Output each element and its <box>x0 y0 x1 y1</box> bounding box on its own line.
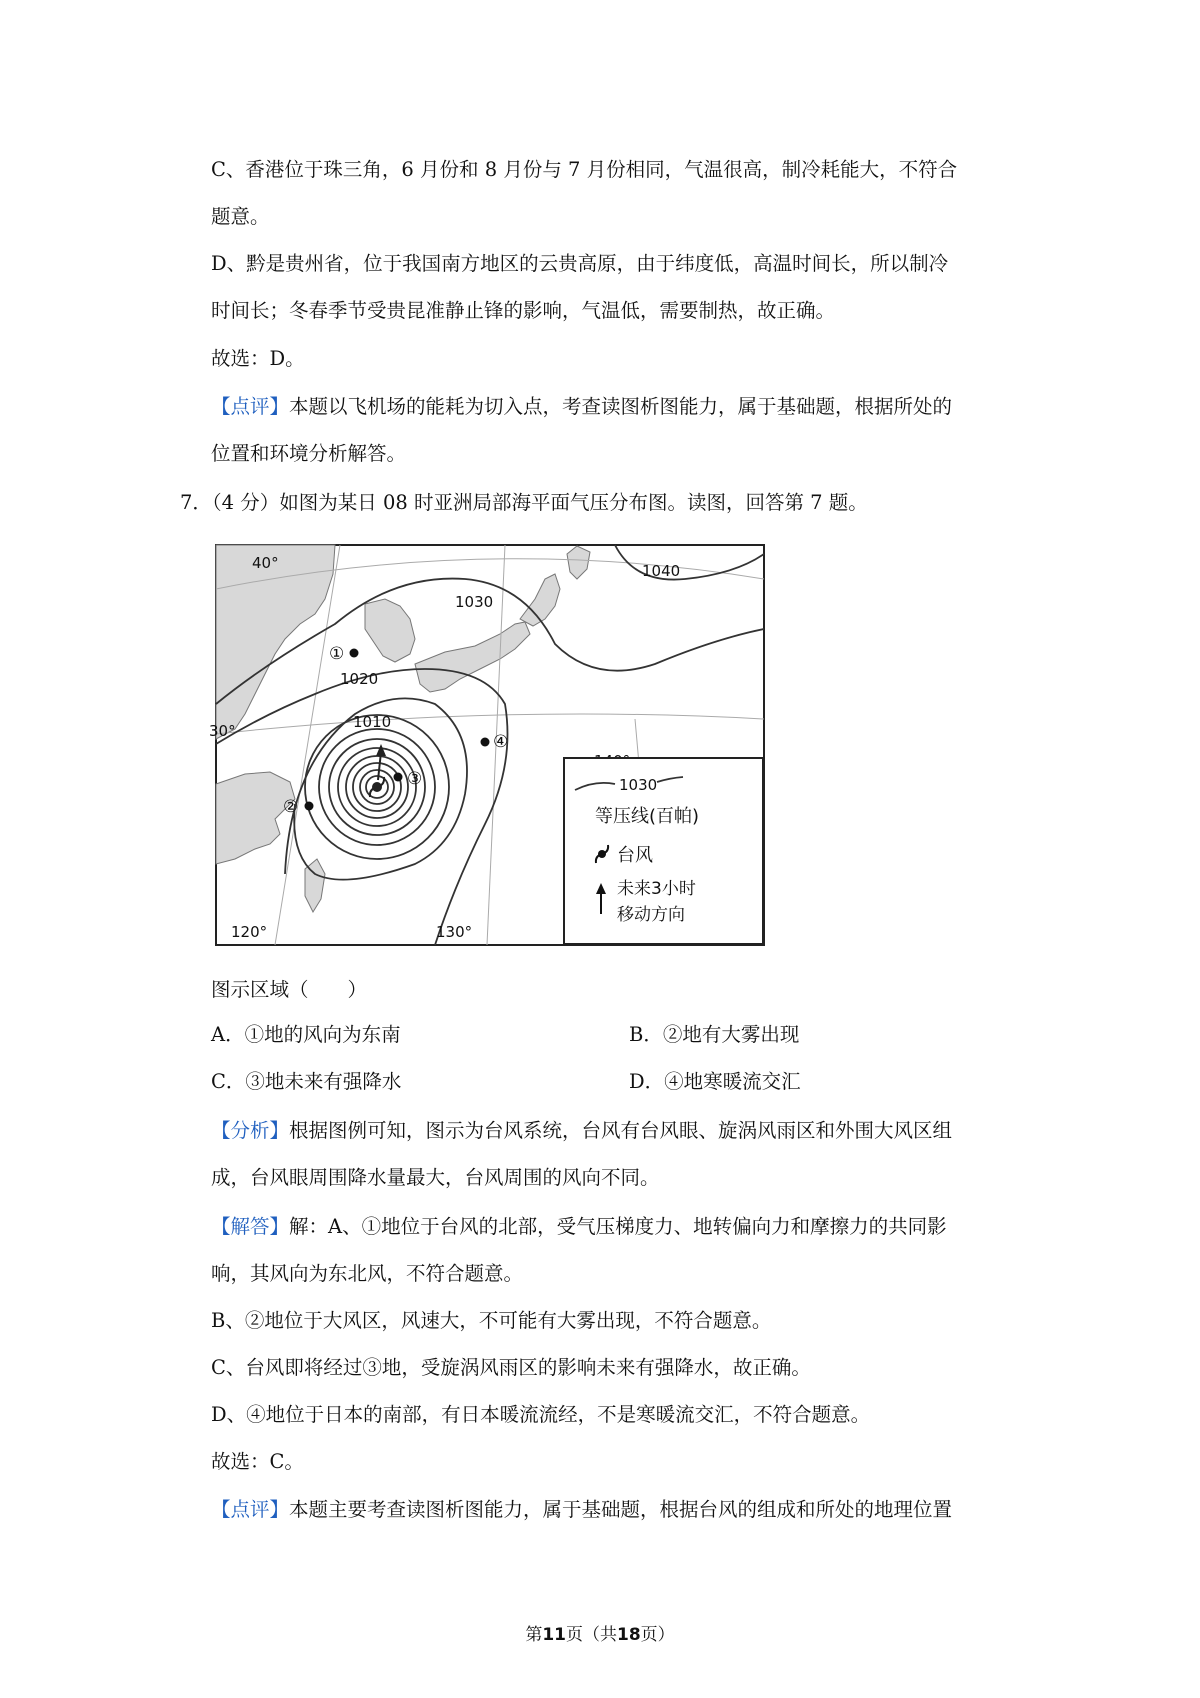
legend-typhoon-text: 台风 <box>617 845 653 866</box>
analysis-line2: 成，台风眼周围降水量最大，台风周围的风向不同。 <box>211 1166 660 1189</box>
answer-c-line2: 题意。 <box>211 205 270 228</box>
option-b: B．②地有大雾出现 <box>629 1023 800 1046</box>
solution-tag: 【解答】 <box>211 1215 290 1238</box>
pressure-map <box>209 544 765 946</box>
question-stem: 7．（4 分）如图为某日 08 时亚洲局部海平面气压分布图。读图，回答第 7 题。 <box>180 491 868 514</box>
solution-paragraph <box>211 1213 947 1241</box>
footer-total-pages: 18 <box>617 1625 641 1645</box>
footer-mid: 页（共 <box>566 1625 617 1645</box>
legend-move-line2: 移动方向 <box>617 905 685 925</box>
analysis-paragraph <box>211 1117 952 1145</box>
solution-line2: 响，其风向为东北风，不符合题意。 <box>211 1262 524 1285</box>
footer-post: 页） <box>640 1625 675 1645</box>
solution-d: D、④地位于日本的南部，有日本暖流流经，不是寒暖流交汇，不符合题意。 <box>211 1403 871 1426</box>
analysis-tag: 【分析】 <box>211 1119 290 1142</box>
point-2-label: ② <box>283 797 299 817</box>
review-tag-2: 【点评】 <box>211 1498 290 1521</box>
answer-c-line1: C、香港位于珠三角，6 月份和 8 月份与 7 月份相同，气温很高，制冷耗能大，不符合 <box>211 158 958 181</box>
answer-d-line2: 时间长；冬春季节受贵昆准静止锋的影响，气温低，需要制热，故正确。 <box>211 299 836 322</box>
review-line1: 本题以飞机场的能耗为切入点，考查读图析图能力，属于基础题，根据所处的 <box>289 395 953 418</box>
point-4-label: ④ <box>493 732 509 752</box>
point-1-label: ① <box>329 644 345 664</box>
analysis-line1: 根据图例可知，图示为台风系统，台风有台风眼、旋涡风雨区和外围大风区组 <box>289 1119 953 1142</box>
footer-pre: 第 <box>525 1625 543 1645</box>
lat-label: 30° <box>209 722 236 740</box>
footer-page-number: 11 <box>542 1625 566 1645</box>
map-legend <box>564 758 763 944</box>
solution-b: B、②地位于大风区，风速大，不可能有大雾出现，不符合题意。 <box>211 1309 772 1332</box>
lat-label: 40° <box>252 554 279 572</box>
review-2-line1: 本题主要考查读图析图能力，属于基础题，根据台风的组成和所处的地理位置 <box>289 1498 953 1521</box>
lon-label: 120° <box>231 923 268 941</box>
isobar-label: 1020 <box>340 670 379 688</box>
legend-isobar-text: 等压线(百帕) <box>595 806 700 827</box>
option-a: A．①地的风向为东南 <box>211 1023 401 1046</box>
isobar-label: 1010 <box>353 713 392 731</box>
answer-choice: 故选：D。 <box>211 347 305 370</box>
legend-move-line1: 未来3小时 <box>617 879 696 899</box>
question-prompt: 图示区域（ ） <box>211 978 368 1001</box>
option-d: D．④地寒暖流交汇 <box>629 1070 801 1093</box>
legend-isobar-value: 1030 <box>619 776 658 794</box>
lon-label: 130° <box>436 923 473 941</box>
page-footer <box>0 1620 1200 1645</box>
isobar-label: 1030 <box>455 593 494 611</box>
solution-line1: 解：A、①地位于台风的北部，受气压梯度力、地转偏向力和摩擦力的共同影 <box>289 1215 947 1238</box>
review-line2: 位置和环境分析解答。 <box>211 442 407 465</box>
solution-choice: 故选：C。 <box>211 1450 304 1473</box>
review-tag: 【点评】 <box>211 395 290 418</box>
point-3-label: ③ <box>407 769 423 789</box>
option-c: C．③地未来有强降水 <box>211 1070 402 1093</box>
answer-d-line1: D、黔是贵州省，位于我国南方地区的云贵高原，由于纬度低，高温时间长，所以制冷 <box>211 252 949 275</box>
isobar-label: 1040 <box>642 562 681 580</box>
review-paragraph <box>211 393 952 421</box>
solution-c: C、台风即将经过③地，受旋涡风雨区的影响未来有强降水，故正确。 <box>211 1356 811 1379</box>
review-paragraph-2 <box>211 1496 952 1524</box>
